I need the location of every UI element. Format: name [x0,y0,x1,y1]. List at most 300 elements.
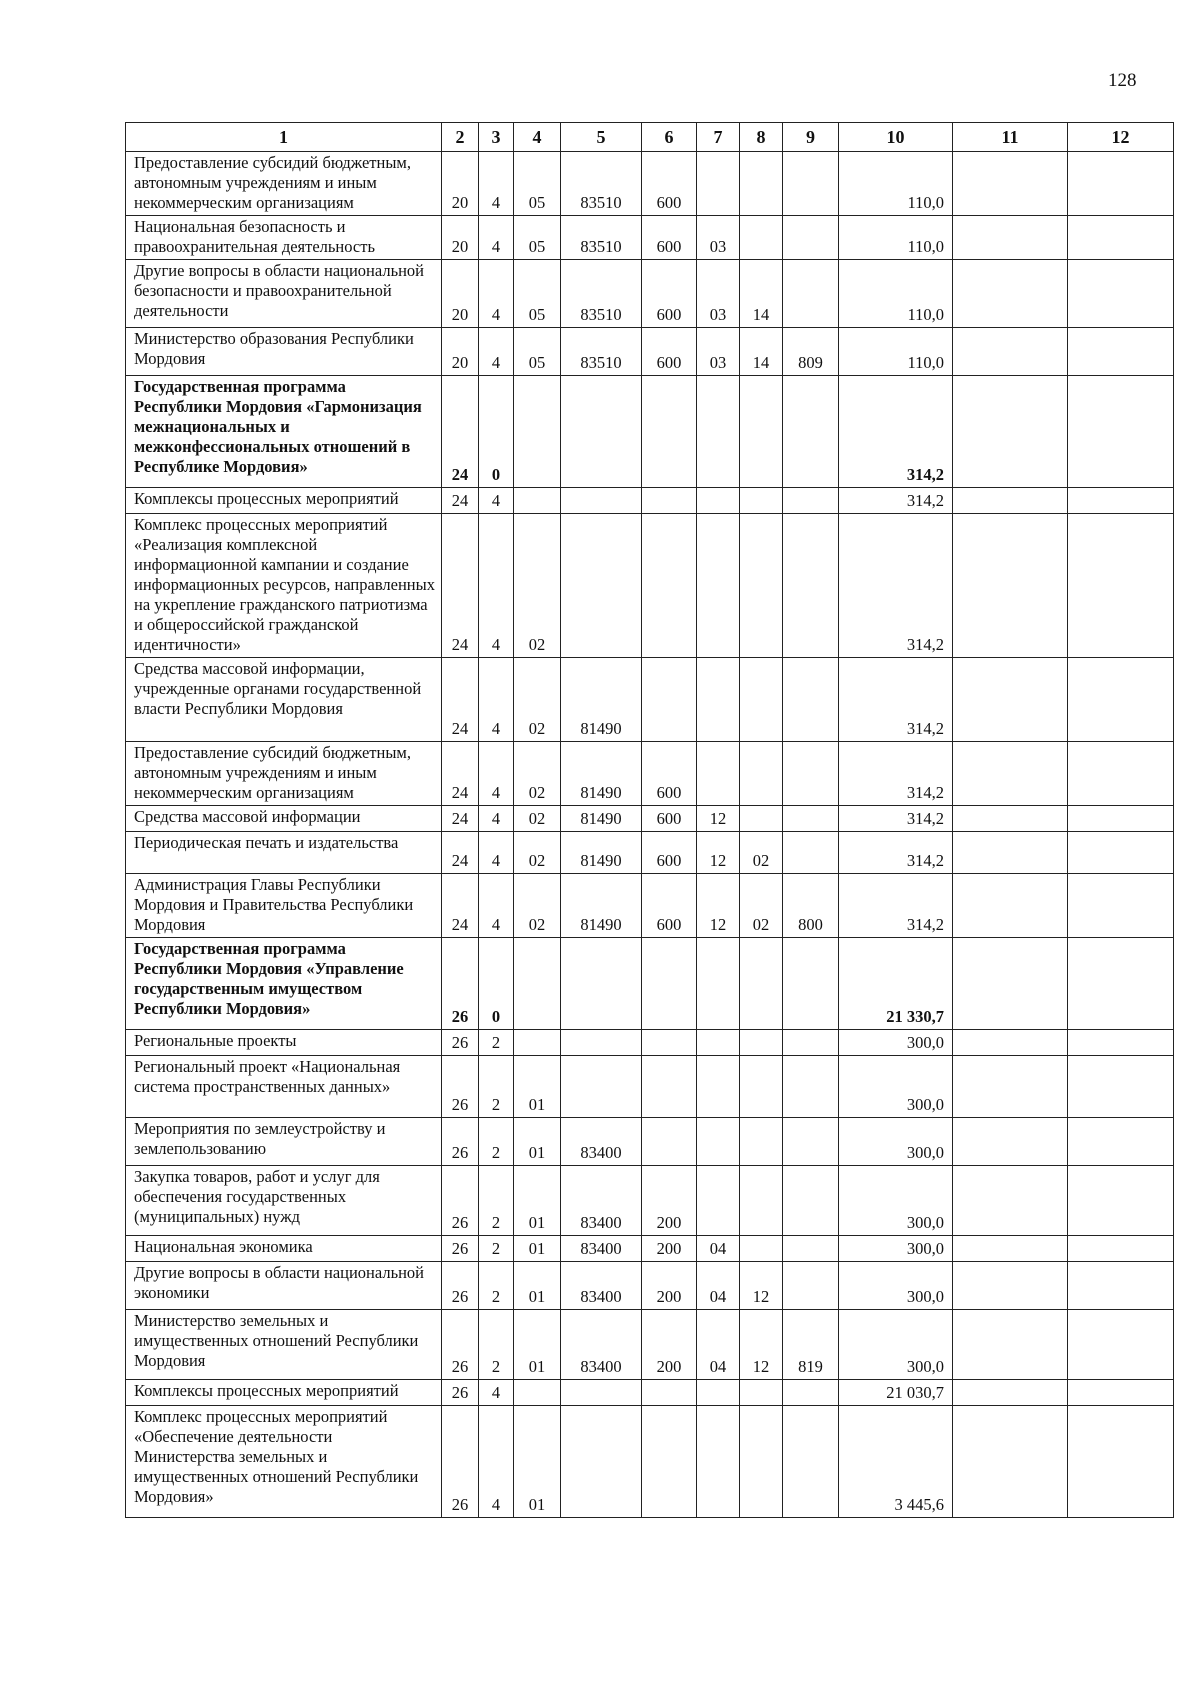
cell-amount: 300,0 [839,1310,953,1380]
cell-code-3: 4 [479,1380,514,1406]
cell-code-3: 2 [479,1030,514,1056]
cell-col-11 [953,658,1068,742]
cell-code-6 [642,1118,697,1166]
cell-code-8: 14 [740,328,783,376]
cell-code-9 [783,832,839,874]
cell-code-8 [740,152,783,216]
cell-amount: 300,0 [839,1166,953,1236]
cell-code-6: 600 [642,742,697,806]
cell-code-5 [561,488,642,514]
cell-code-8 [740,806,783,832]
cell-amount: 110,0 [839,152,953,216]
table-row [126,328,1174,376]
cell-code-6 [642,1380,697,1406]
cell-code-9 [783,152,839,216]
cell-code-7 [697,658,740,742]
cell-amount: 314,2 [839,806,953,832]
cell-code-9 [783,488,839,514]
cell-description: Региональный проект «Национальная система пространственных данных» [126,1056,442,1118]
cell-description: Другие вопросы в области национальной безопасности и правоохранительной деятельности [126,260,442,328]
column-header-2: 2 [442,123,479,152]
cell-code-2: 26 [442,1030,479,1056]
cell-description: Комплексы процессных мероприятий [126,488,442,514]
cell-code-8 [740,1166,783,1236]
cell-code-4: 02 [514,742,561,806]
table-row [126,1380,1174,1406]
cell-code-3: 4 [479,806,514,832]
column-header-8: 8 [740,123,783,152]
cell-code-3: 4 [479,488,514,514]
cell-code-9 [783,260,839,328]
column-header-5: 5 [561,123,642,152]
cell-code-2: 24 [442,488,479,514]
cell-code-2: 24 [442,376,479,488]
cell-code-2: 26 [442,1262,479,1310]
cell-col-12 [1068,742,1174,806]
cell-code-6: 600 [642,874,697,938]
cell-description: Национальная экономика [126,1236,442,1262]
cell-col-12 [1068,260,1174,328]
cell-col-12 [1068,152,1174,216]
cell-code-5: 83510 [561,152,642,216]
cell-description: Национальная безопасность и правоохранительная деятельность [126,216,442,260]
cell-col-11 [953,938,1068,1030]
cell-col-11 [953,488,1068,514]
cell-code-5 [561,938,642,1030]
cell-description: Региональные проекты [126,1030,442,1056]
cell-col-12 [1068,1030,1174,1056]
cell-code-7 [697,938,740,1030]
cell-code-3: 2 [479,1056,514,1118]
cell-amount: 110,0 [839,260,953,328]
cell-col-12 [1068,514,1174,658]
cell-col-12 [1068,874,1174,938]
cell-code-9 [783,1236,839,1262]
cell-code-3: 2 [479,1262,514,1310]
cell-code-8 [740,658,783,742]
cell-col-12 [1068,216,1174,260]
cell-col-12 [1068,1166,1174,1236]
cell-code-8 [740,1236,783,1262]
cell-code-4 [514,1030,561,1056]
cell-code-4: 02 [514,514,561,658]
cell-code-3: 4 [479,514,514,658]
cell-code-7: 03 [697,328,740,376]
cell-code-4: 05 [514,152,561,216]
cell-code-9 [783,742,839,806]
table-row [126,1406,1174,1518]
table-row [126,376,1174,488]
cell-col-11 [953,1406,1068,1518]
cell-amount: 300,0 [839,1056,953,1118]
cell-code-9: 800 [783,874,839,938]
cell-amount: 3 445,6 [839,1406,953,1518]
cell-code-5: 81490 [561,658,642,742]
cell-col-12 [1068,658,1174,742]
cell-code-2: 26 [442,1056,479,1118]
cell-code-2: 20 [442,260,479,328]
cell-amount: 314,2 [839,742,953,806]
cell-code-6 [642,938,697,1030]
cell-code-6: 600 [642,216,697,260]
cell-code-3: 4 [479,260,514,328]
cell-code-8: 02 [740,874,783,938]
cell-code-7 [697,1056,740,1118]
cell-description: Другие вопросы в области национальной экономики [126,1262,442,1310]
cell-code-7 [697,1118,740,1166]
cell-code-9 [783,658,839,742]
cell-code-8: 14 [740,260,783,328]
cell-code-4: 02 [514,832,561,874]
cell-code-4: 05 [514,260,561,328]
budget-table [125,122,1174,1518]
cell-code-4: 01 [514,1166,561,1236]
cell-code-4 [514,1380,561,1406]
cell-code-7 [697,1406,740,1518]
cell-code-8: 12 [740,1310,783,1380]
cell-code-5: 83400 [561,1310,642,1380]
cell-code-2: 26 [442,1166,479,1236]
cell-code-6: 200 [642,1310,697,1380]
cell-code-9 [783,1262,839,1310]
cell-code-3: 0 [479,938,514,1030]
table-row [126,260,1174,328]
cell-col-11 [953,832,1068,874]
cell-code-3: 4 [479,152,514,216]
table-row [126,938,1174,1030]
cell-code-2: 26 [442,1310,479,1380]
cell-code-8 [740,938,783,1030]
cell-code-7: 12 [697,806,740,832]
cell-col-11 [953,1118,1068,1166]
cell-code-2: 24 [442,832,479,874]
cell-code-2: 24 [442,514,479,658]
cell-code-8 [740,1406,783,1518]
cell-code-2: 26 [442,1406,479,1518]
cell-code-8 [740,742,783,806]
cell-amount: 314,2 [839,488,953,514]
cell-col-12 [1068,1056,1174,1118]
cell-description: Мероприятия по землеустройству и землепользованию [126,1118,442,1166]
cell-code-9 [783,376,839,488]
cell-amount: 300,0 [839,1030,953,1056]
cell-amount: 110,0 [839,216,953,260]
column-header-6: 6 [642,123,697,152]
cell-code-2: 26 [442,1118,479,1166]
cell-code-6 [642,1406,697,1518]
cell-amount: 21 030,7 [839,1380,953,1406]
column-header-1: 1 [126,123,442,152]
cell-code-2: 20 [442,152,479,216]
cell-code-9 [783,1166,839,1236]
cell-col-11 [953,1236,1068,1262]
cell-code-2: 24 [442,874,479,938]
cell-code-2: 26 [442,1236,479,1262]
cell-code-7: 12 [697,874,740,938]
cell-amount: 314,2 [839,658,953,742]
table-row [126,742,1174,806]
cell-description: Средства массовой информации [126,806,442,832]
cell-description: Средства массовой информации, учрежденные органами государственной власти Республики Мордовия [126,658,442,742]
cell-code-5: 81490 [561,874,642,938]
cell-code-6: 200 [642,1262,697,1310]
cell-code-7: 04 [697,1236,740,1262]
cell-amount: 300,0 [839,1262,953,1310]
cell-code-9 [783,1030,839,1056]
cell-code-3: 4 [479,216,514,260]
cell-code-9 [783,1406,839,1518]
cell-code-6: 600 [642,152,697,216]
table-row [126,806,1174,832]
cell-description: Государственная программа Республики Мордовия «Гармонизация межнациональных и межконфессиональных отношений в Республике Мордовия» [126,376,442,488]
cell-code-3: 2 [479,1236,514,1262]
cell-description: Предоставление субсидий бюджетным, автономным учреждениям и иным некоммерческим организациям [126,742,442,806]
cell-col-12 [1068,1118,1174,1166]
table-row [126,216,1174,260]
cell-amount: 300,0 [839,1236,953,1262]
table-row [126,874,1174,938]
cell-code-3: 4 [479,742,514,806]
cell-code-5: 83510 [561,216,642,260]
column-header-12: 12 [1068,123,1174,152]
cell-code-8 [740,376,783,488]
cell-code-2: 24 [442,806,479,832]
cell-code-7 [697,742,740,806]
cell-amount: 314,2 [839,376,953,488]
cell-code-6 [642,376,697,488]
cell-code-2: 20 [442,328,479,376]
cell-code-8 [740,1030,783,1056]
table-row [126,1262,1174,1310]
table-row [126,1166,1174,1236]
table-header-row [126,123,1174,152]
column-header-10: 10 [839,123,953,152]
cell-code-2: 24 [442,658,479,742]
cell-code-8 [740,1056,783,1118]
cell-code-2: 26 [442,938,479,1030]
cell-code-7 [697,1166,740,1236]
cell-code-9 [783,216,839,260]
cell-col-11 [953,1030,1068,1056]
cell-code-3: 2 [479,1118,514,1166]
cell-description: Комплексы процессных мероприятий [126,1380,442,1406]
cell-code-7: 03 [697,216,740,260]
cell-code-4: 01 [514,1056,561,1118]
cell-col-12 [1068,1380,1174,1406]
table-row [126,152,1174,216]
cell-code-6 [642,1030,697,1056]
cell-code-8 [740,514,783,658]
cell-code-3: 4 [479,328,514,376]
cell-col-12 [1068,806,1174,832]
cell-code-6: 600 [642,260,697,328]
cell-code-7 [697,514,740,658]
cell-code-6: 200 [642,1166,697,1236]
cell-description: Министерство образования Республики Мордовия [126,328,442,376]
cell-col-12 [1068,488,1174,514]
table-row [126,488,1174,514]
cell-code-5: 83400 [561,1262,642,1310]
cell-code-6: 200 [642,1236,697,1262]
cell-code-7: 04 [697,1262,740,1310]
cell-code-4 [514,376,561,488]
cell-code-4: 02 [514,806,561,832]
cell-code-4: 01 [514,1236,561,1262]
cell-code-6 [642,1056,697,1118]
cell-col-12 [1068,1262,1174,1310]
cell-code-5 [561,1030,642,1056]
cell-code-2: 20 [442,216,479,260]
cell-description: Комплекс процессных мероприятий «Реализация комплексной информационной кампании и создание информационных ресурсов, направленных на укрепление гражданского патриотизма и общероссийской гражданской идентичности» [126,514,442,658]
cell-amount: 314,2 [839,832,953,874]
cell-col-11 [953,152,1068,216]
cell-col-11 [953,514,1068,658]
cell-code-2: 24 [442,742,479,806]
cell-code-4 [514,488,561,514]
cell-col-12 [1068,1406,1174,1518]
cell-code-9 [783,1118,839,1166]
cell-description: Министерство земельных и имущественных отношений Республики Мордовия [126,1310,442,1380]
cell-col-11 [953,216,1068,260]
cell-description: Предоставление субсидий бюджетным, автономным учреждениям и иным некоммерческим организациям [126,152,442,216]
column-header-11: 11 [953,123,1068,152]
cell-amount: 110,0 [839,328,953,376]
cell-code-9 [783,1380,839,1406]
cell-code-5 [561,514,642,658]
cell-code-8 [740,1380,783,1406]
cell-amount: 314,2 [839,514,953,658]
cell-code-4: 01 [514,1262,561,1310]
cell-code-4: 05 [514,328,561,376]
cell-code-7 [697,488,740,514]
cell-description: Периодическая печать и издательства [126,832,442,874]
cell-code-3: 4 [479,658,514,742]
cell-code-9 [783,1056,839,1118]
cell-code-8 [740,216,783,260]
cell-code-5: 83510 [561,328,642,376]
table-row [126,1118,1174,1166]
cell-code-3: 0 [479,376,514,488]
cell-col-11 [953,874,1068,938]
cell-col-12 [1068,376,1174,488]
column-header-4: 4 [514,123,561,152]
cell-code-6: 600 [642,832,697,874]
cell-col-11 [953,1056,1068,1118]
cell-code-4: 01 [514,1118,561,1166]
cell-code-7: 04 [697,1310,740,1380]
cell-code-6: 600 [642,806,697,832]
column-header-7: 7 [697,123,740,152]
cell-description: Администрация Главы Республики Мордовия и Правительства Республики Мордовия [126,874,442,938]
cell-code-9 [783,514,839,658]
cell-code-5: 83400 [561,1166,642,1236]
cell-code-9 [783,938,839,1030]
cell-col-12 [1068,938,1174,1030]
cell-code-2: 26 [442,1380,479,1406]
cell-code-3: 4 [479,832,514,874]
cell-amount: 314,2 [839,874,953,938]
cell-col-11 [953,742,1068,806]
column-header-9: 9 [783,123,839,152]
cell-col-11 [953,1166,1068,1236]
cell-code-8: 02 [740,832,783,874]
cell-code-5 [561,376,642,488]
table-row [126,1030,1174,1056]
cell-description: Государственная программа Республики Мордовия «Управление государственным имуществом Республики Мордовия» [126,938,442,1030]
cell-amount: 300,0 [839,1118,953,1166]
cell-code-4: 02 [514,658,561,742]
cell-code-5: 81490 [561,806,642,832]
cell-code-7 [697,376,740,488]
cell-col-11 [953,376,1068,488]
cell-code-3: 2 [479,1310,514,1380]
cell-col-12 [1068,832,1174,874]
table-row [126,1310,1174,1380]
cell-code-6: 600 [642,328,697,376]
cell-code-4 [514,938,561,1030]
cell-code-4: 05 [514,216,561,260]
cell-code-4: 02 [514,874,561,938]
cell-code-5: 83400 [561,1236,642,1262]
cell-code-3: 2 [479,1166,514,1236]
cell-col-11 [953,328,1068,376]
cell-code-6 [642,658,697,742]
cell-code-4: 01 [514,1310,561,1380]
cell-code-9: 809 [783,328,839,376]
cell-col-11 [953,1262,1068,1310]
column-header-3: 3 [479,123,514,152]
cell-code-7: 12 [697,832,740,874]
cell-code-3: 4 [479,1406,514,1518]
cell-description: Закупка товаров, работ и услуг для обеспечения государственных (муниципальных) нужд [126,1166,442,1236]
cell-code-6 [642,488,697,514]
table-row [126,832,1174,874]
cell-col-11 [953,806,1068,832]
cell-code-5 [561,1056,642,1118]
cell-col-11 [953,1380,1068,1406]
page-number: 128 [1108,70,1137,91]
cell-code-6 [642,514,697,658]
cell-code-5: 81490 [561,742,642,806]
cell-code-9: 819 [783,1310,839,1380]
cell-col-11 [953,1310,1068,1380]
cell-code-7 [697,152,740,216]
table-row [126,658,1174,742]
cell-description: Комплекс процессных мероприятий «Обеспечение деятельности Министерства земельных и имущественных отношений Республики Мордовия» [126,1406,442,1518]
cell-code-7 [697,1030,740,1056]
cell-col-12 [1068,1236,1174,1262]
cell-col-12 [1068,328,1174,376]
table-row [126,1056,1174,1118]
cell-code-9 [783,806,839,832]
cell-code-8: 12 [740,1262,783,1310]
cell-code-5 [561,1380,642,1406]
cell-col-11 [953,260,1068,328]
cell-code-5: 83400 [561,1118,642,1166]
table-row [126,514,1174,658]
table-row [126,1236,1174,1262]
cell-amount: 21 330,7 [839,938,953,1030]
cell-col-12 [1068,1310,1174,1380]
cell-code-5: 83510 [561,260,642,328]
cell-code-4: 01 [514,1406,561,1518]
cell-code-7: 03 [697,260,740,328]
cell-code-5: 81490 [561,832,642,874]
cell-code-7 [697,1380,740,1406]
cell-code-8 [740,488,783,514]
cell-code-3: 4 [479,874,514,938]
table-body [126,152,1174,1518]
